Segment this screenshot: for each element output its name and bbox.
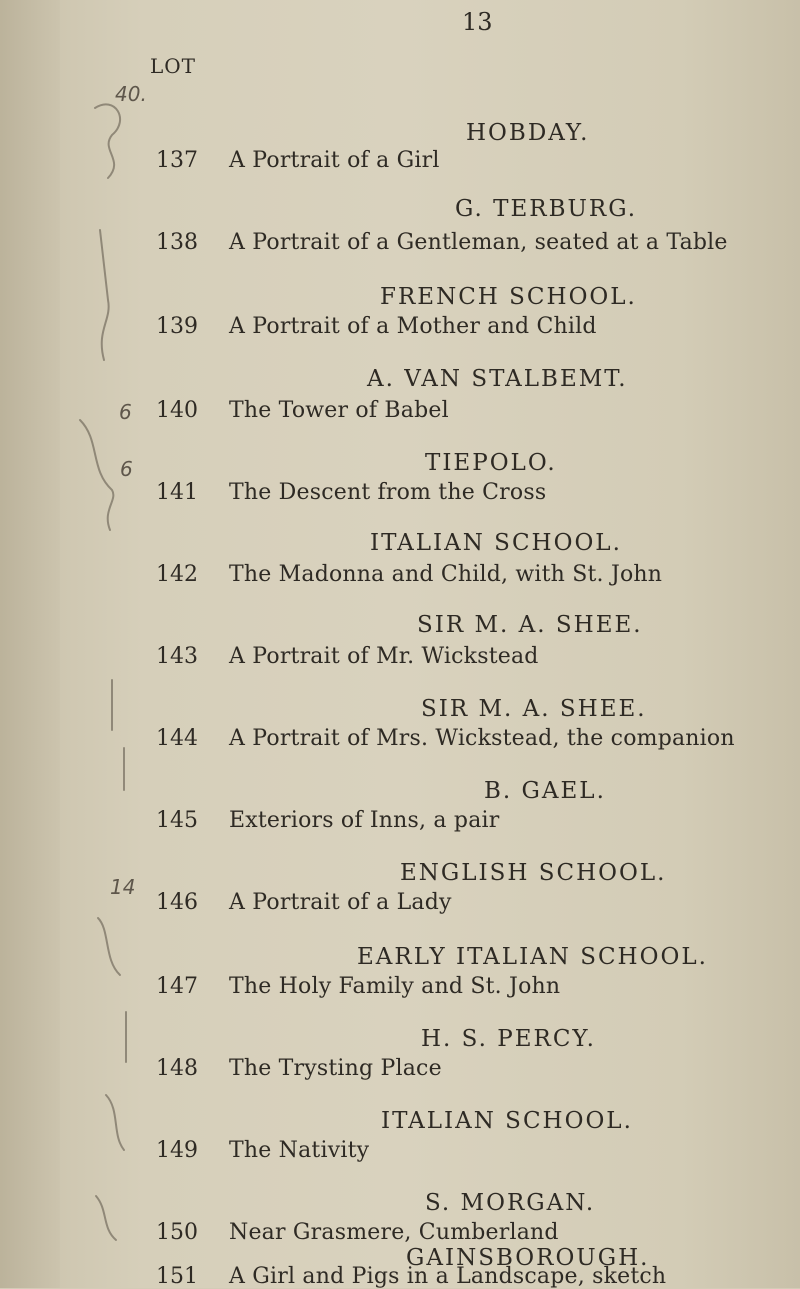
lot-number: 145 bbox=[156, 808, 198, 833]
lot-column-header: LOT bbox=[150, 54, 197, 78]
artist-name: SIR M. A. SHEE. bbox=[417, 612, 643, 638]
lot-number: 144 bbox=[156, 726, 198, 751]
lot-number: 143 bbox=[156, 644, 198, 669]
lot-number: 142 bbox=[156, 562, 198, 587]
artwork-title: Exteriors of Inns, a pair bbox=[229, 808, 500, 833]
pencil-note: 40. bbox=[115, 82, 147, 106]
artwork-title: A Girl and Pigs in a Landscape, sketch bbox=[229, 1264, 667, 1289]
artist-name: SIR M. A. SHEE. bbox=[421, 696, 647, 722]
artwork-title: The Holy Family and St. John bbox=[229, 974, 561, 999]
artist-name: ITALIAN SCHOOL. bbox=[381, 1108, 633, 1134]
lot-number: 151 bbox=[156, 1264, 198, 1289]
artwork-title: A Portrait of a Mother and Child bbox=[229, 314, 597, 339]
artist-name: B. GAEL. bbox=[484, 778, 606, 804]
pencil-scribble bbox=[96, 1196, 116, 1240]
pencil-note: 6 bbox=[119, 400, 132, 424]
pencil-scribble bbox=[106, 1095, 124, 1150]
artist-name: GAINSBOROUGH. bbox=[406, 1245, 650, 1271]
lot-number: 146 bbox=[156, 890, 198, 915]
pencil-scribble bbox=[98, 918, 120, 975]
page-number: 13 bbox=[462, 8, 493, 36]
artwork-title: A Portrait of a Girl bbox=[229, 148, 440, 173]
artist-name: EARLY ITALIAN SCHOOL. bbox=[357, 944, 708, 970]
artist-name: HOBDAY. bbox=[466, 120, 590, 146]
artist-name: H. S. PERCY. bbox=[421, 1026, 596, 1052]
artist-name: ITALIAN SCHOOL. bbox=[370, 530, 622, 556]
artist-name: TIEPOLO. bbox=[425, 450, 557, 476]
pencil-scribble bbox=[100, 230, 109, 360]
artwork-title: Near Grasmere, Cumberland bbox=[229, 1220, 559, 1245]
pencil-note: 6 bbox=[120, 457, 133, 481]
artist-name: A. VAN STALBEMT. bbox=[367, 366, 628, 392]
artwork-title: The Madonna and Child, with St. John bbox=[229, 562, 663, 587]
pencil-scribble bbox=[95, 104, 120, 178]
lot-number: 140 bbox=[156, 398, 198, 423]
lot-number: 139 bbox=[156, 314, 198, 339]
artist-name: G. TERBURG. bbox=[455, 196, 638, 222]
artwork-title: A Portrait of a Gentleman, seated at a Table bbox=[229, 230, 728, 255]
artwork-title: The Nativity bbox=[229, 1138, 370, 1163]
pencil-scribble bbox=[80, 420, 113, 530]
lot-number: 147 bbox=[156, 974, 198, 999]
artwork-title: A Portrait of Mrs. Wickstead, the companion bbox=[229, 726, 735, 751]
artwork-title: The Descent from the Cross bbox=[229, 480, 547, 505]
lot-number: 148 bbox=[156, 1056, 198, 1081]
artwork-title: The Tower of Babel bbox=[229, 398, 449, 423]
artist-name: FRENCH SCHOOL. bbox=[380, 284, 637, 310]
artwork-title: A Portrait of a Lady bbox=[229, 890, 452, 915]
lot-number: 141 bbox=[156, 480, 198, 505]
pencil-note: 14 bbox=[110, 875, 136, 899]
artist-name: S. MORGAN. bbox=[425, 1190, 596, 1216]
artist-name: ENGLISH SCHOOL. bbox=[400, 860, 667, 886]
lot-number: 138 bbox=[156, 230, 198, 255]
lot-number: 137 bbox=[156, 148, 198, 173]
artwork-title: A Portrait of Mr. Wickstead bbox=[229, 644, 539, 669]
lot-number: 149 bbox=[156, 1138, 198, 1163]
lot-number: 150 bbox=[156, 1220, 198, 1245]
artwork-title: The Trysting Place bbox=[229, 1056, 442, 1081]
